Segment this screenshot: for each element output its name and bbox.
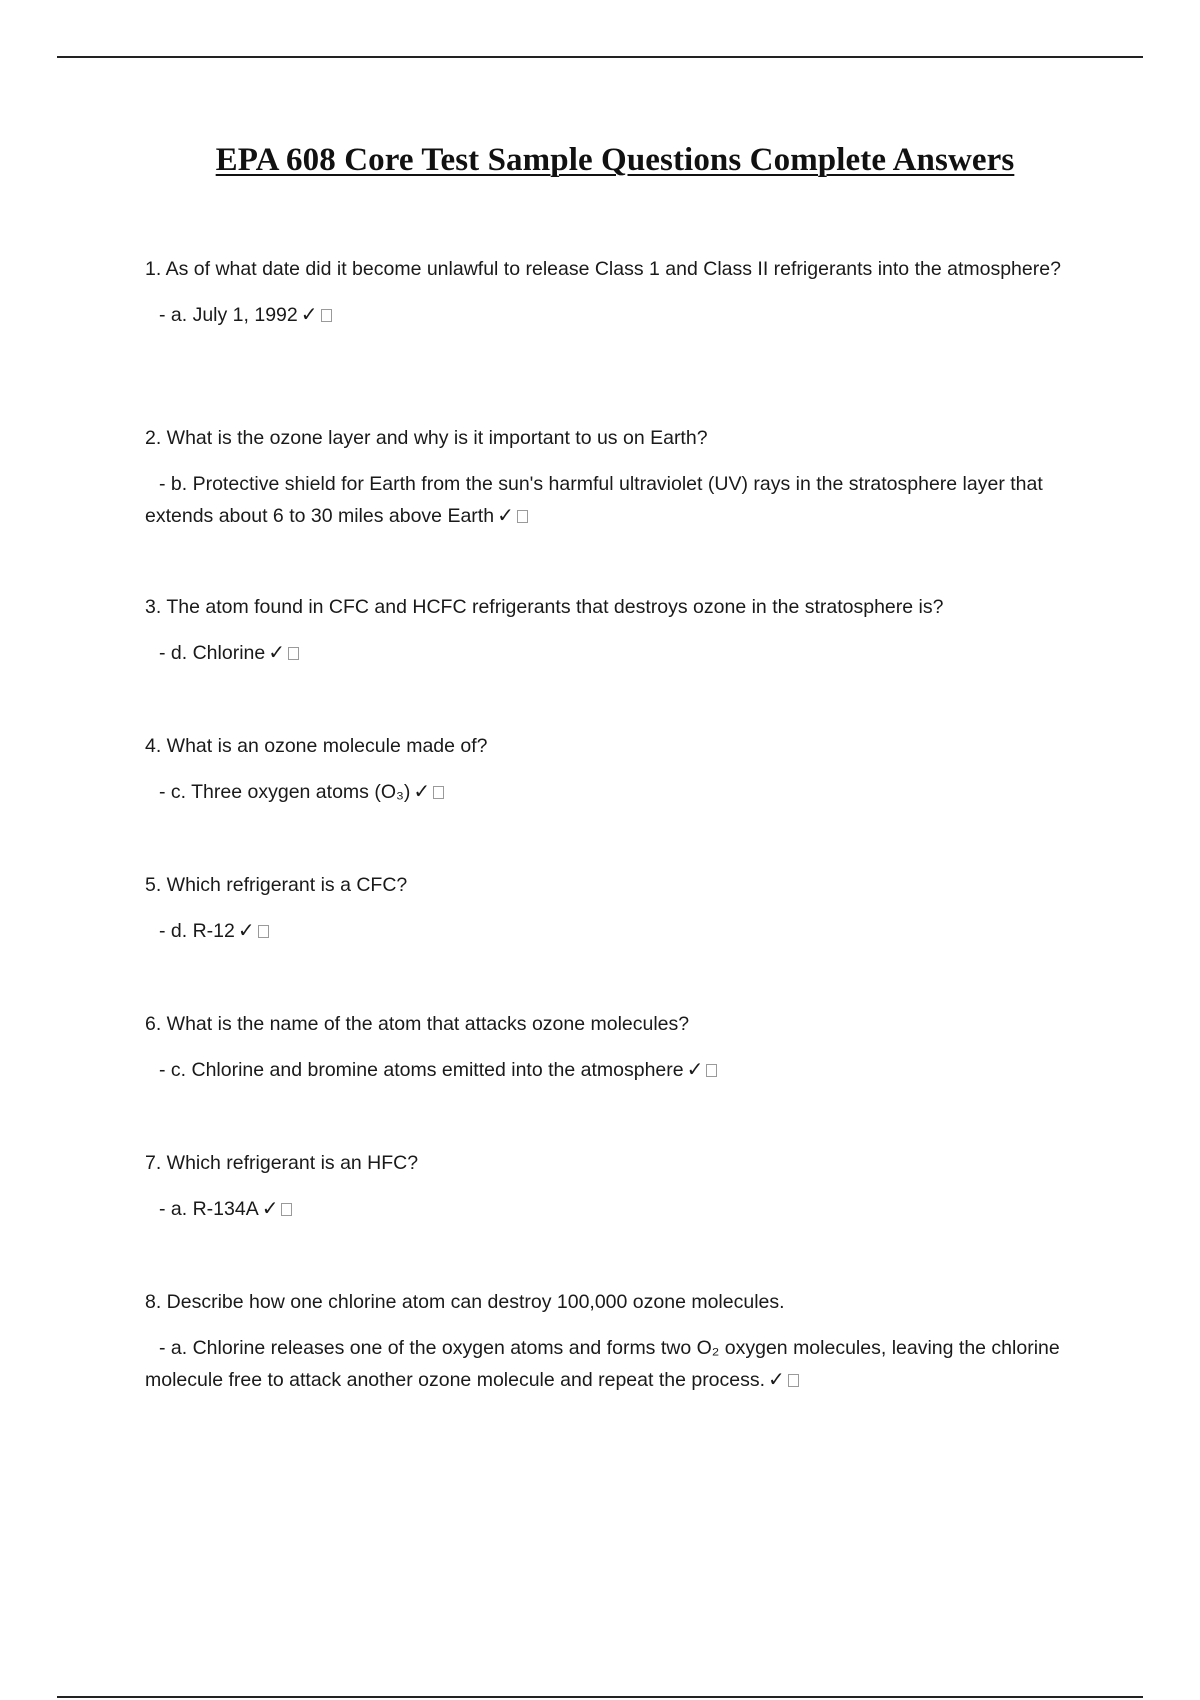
answer-line [145,915,1070,947]
empty-box-icon [321,309,332,322]
qa-item-6 [145,1010,1070,1086]
answer-text: - a. July 1, 1992 [159,304,298,326]
empty-box-icon [517,510,528,523]
answer-line [145,1193,1070,1225]
question-text: 4. What is an ozone molecule made of? [145,735,488,757]
checkmark-icon: ✓ [268,642,285,664]
answer-text: - a. Chlorine releases one of the oxygen atoms and forms two O₂ oxygen molecules, leaving the chlorine molecule free to attack another ozone molecule and repeat the process. [145,1337,1060,1391]
answer-line [145,1054,1070,1086]
answer-text: - a. R-134A [159,1198,259,1220]
question-text: 6. What is the name of the atom that attacks ozone molecules? [145,1013,690,1035]
empty-box-icon [288,647,299,660]
answer-text: - b. Protective shield for Earth from the sun's harmful ultraviolet (UV) rays in the stratosphere layer that extends about 6 to 30 miles above Earth [145,473,1043,527]
answer-line [145,1332,1070,1396]
empty-box-icon [788,1374,799,1387]
qa-item-8 [145,1288,1070,1396]
empty-box-icon [258,925,269,938]
top-divider [57,56,1143,58]
question-text: 3. The atom found in CFC and HCFC refrigerants that destroys ozone in the stratosphere is? [145,596,944,618]
document-title: EPA 608 Core Test Sample Questions Complete Answers [215,142,1015,178]
qa-item-1 [145,255,1070,331]
checkmark-icon: ✓ [237,920,255,942]
checkmark-icon: ✓ [300,304,318,326]
qa-item-7 [145,1149,1070,1225]
question-text: 5. Which refrigerant is a CFC? [145,874,408,896]
empty-box-icon [281,1203,292,1216]
answer-text: - d. R-12 [159,920,235,942]
answer-line [145,776,1070,808]
answer-line [145,637,1070,669]
checkmark-icon: ✓ [413,781,431,803]
qa-item-2 [145,424,1070,532]
bottom-divider [57,1696,1143,1698]
question-text: 2. What is the ozone layer and why is it important to us on Earth? [145,427,708,449]
answer-line [145,299,1070,331]
empty-box-icon [706,1064,717,1077]
answer-line [145,468,1070,532]
answer-text: - c. Chlorine and bromine atoms emitted into the atmosphere [159,1059,684,1081]
checkmark-icon: ✓ [768,1369,785,1391]
answer-text: - c. Three oxygen atoms (O₃) [159,781,411,803]
qa-item-5 [145,871,1070,947]
answer-text: - d. Chlorine [159,642,266,664]
qa-item-4 [145,732,1070,808]
question-text: 1. As of what date did it become unlawful to release Class 1 and Class II refrigerants into the atmosphere? [145,258,1061,280]
checkmark-icon: ✓ [686,1059,704,1081]
question-text: 7. Which refrigerant is an HFC? [145,1152,419,1174]
qa-item-3 [145,593,1070,669]
empty-box-icon [433,786,444,799]
question-text: 8. Describe how one chlorine atom can destroy 100,000 ozone molecules. [145,1291,785,1313]
checkmark-icon: ✓ [261,1198,279,1220]
checkmark-icon: ✓ [497,505,514,527]
